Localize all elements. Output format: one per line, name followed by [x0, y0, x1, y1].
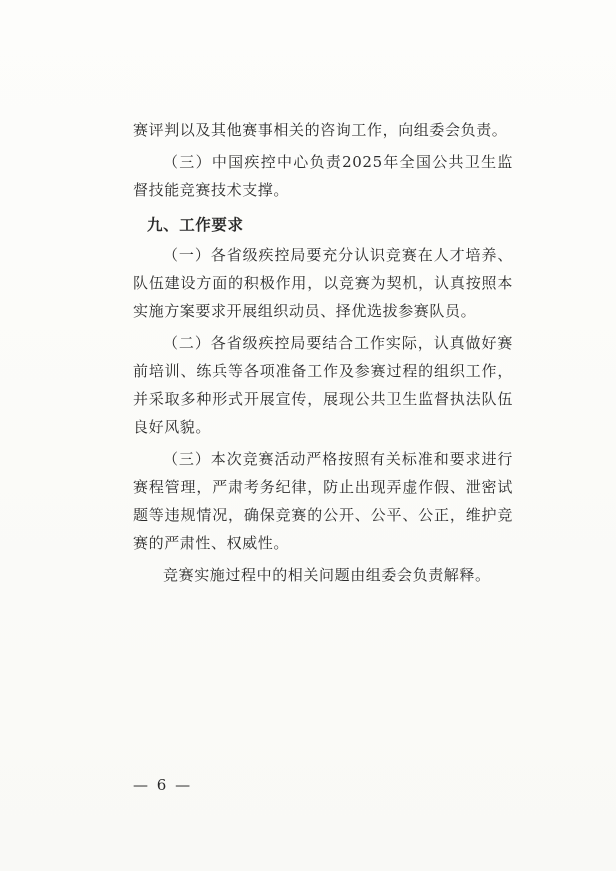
document-body	[133, 116, 513, 589]
paragraph-continuation: 赛评判以及其他赛事相关的咨询工作，向组委会负责。	[133, 121, 508, 139]
requirement-item-2: （二）各省级疾控局要结合工作实际，认真做好赛前培训、练兵等各项准备工作及参赛过程的组织工作，并采取多种形式开展宣传，展现公共卫生监督执法队伍良好风貌。	[133, 334, 513, 436]
requirement-item-1: （一）各省级疾控局要充分认识竞赛在人才培养、队伍建设方面的积极作用，以竞赛为契机，认真按照本实施方案要求开展组织动员、择优选拔参赛队员。	[133, 246, 513, 320]
page-number: — 6 —	[133, 776, 193, 794]
closing-paragraph: 竞赛实施过程中的相关问题由组委会负责解释。	[163, 566, 491, 584]
paragraph-cdc-support: （三）中国疾控中心负责2025年全国公共卫生监督技能竞赛技术支撑。	[133, 153, 513, 199]
requirement-item-3: （三）本次竞赛活动严格按照有关标准和要求进行赛程管理，严肃考务纪律，防止出现弄虚作假、泄密试题等违规情况，确保竞赛的公开、公平、公正，维护竞赛的严肃性、权威性。	[133, 450, 513, 552]
section-heading: 九、工作要求	[147, 216, 244, 234]
